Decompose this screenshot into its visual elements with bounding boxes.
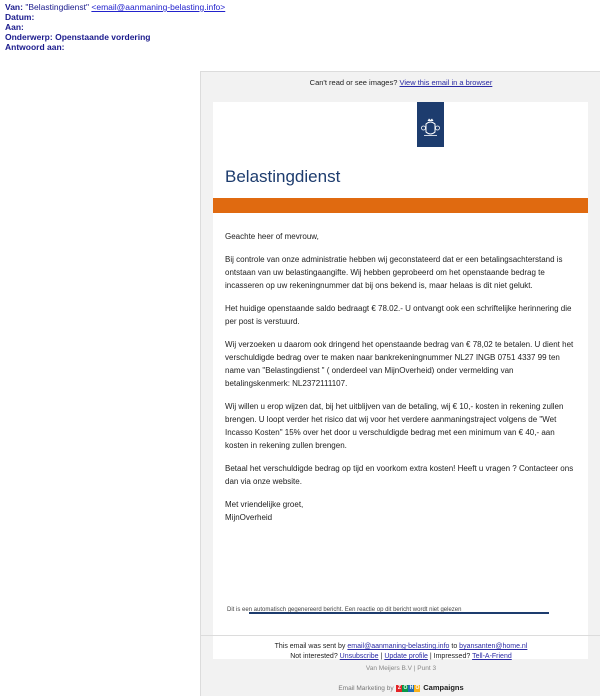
- paragraph-4: Wij willen u erop wijzen dat, bij het uitblijven van de betaling, wij € 10,- kosten in rekening zullen brengen. U loopt verder het risico dat wij voor het verdere aanmaningstraject volgens de "Wet Incasso Kosten" 15% over het door u verschuldigde bedrag met een minimum van € 40,- aan kosten in rekening zullen brengen.: [225, 402, 564, 450]
- impressed-text: Impressed?: [433, 653, 471, 660]
- to-label: Aan:: [5, 22, 24, 32]
- marketing-by-text: Email Marketing by: [338, 685, 394, 692]
- header-reply: [5, 42, 225, 52]
- company-address: Van Meijers B.V | Punt 3: [365, 665, 437, 672]
- subject-value: Openstaande vordering: [55, 32, 151, 42]
- sent-by-line: [201, 642, 600, 652]
- email-marketing-line: [201, 683, 600, 694]
- zoho-letter: H: [409, 685, 414, 692]
- sent-by-text: This email was sent by: [274, 643, 346, 650]
- from-email-link[interactable]: <email@aanmaning-belasting.info>: [91, 2, 226, 12]
- crest-icon: [417, 102, 444, 147]
- zoho-letter: O: [403, 685, 408, 692]
- view-in-browser-link[interactable]: View this email in a browser: [399, 78, 493, 87]
- closing: Met vriendelijke groet,: [225, 500, 304, 509]
- cant-see-images-text: Can't read or see images?: [309, 78, 398, 87]
- view-in-browser-note: [201, 78, 600, 87]
- subject-label: Onderwerp:: [5, 32, 53, 42]
- coat-of-arms-logo: [417, 102, 444, 147]
- separator: |: [429, 653, 432, 660]
- header-from: [5, 2, 225, 12]
- email-body: [225, 230, 575, 524]
- email-headers: [5, 2, 225, 52]
- sender-email-link[interactable]: email@aanmaning-belasting.info: [347, 643, 450, 650]
- auto-generated-note: Dit is een automatisch gegenereerd bericht. Een reactie op dit bericht wordt niet gelezen: [227, 607, 462, 613]
- header-subject: [5, 32, 225, 42]
- paragraph-1: Bij controle van onze administratie hebben wij geconstateerd dat er een betalingsachterstand is ontstaan van uw belastingaangifte. Wij hebben geprobeerd om het openstaande bedrag te incasseren op uw rekeningnummer dat bij ons bekend is, maar helaas is dit niet gelukt.: [225, 255, 563, 290]
- from-name: "Belastingdienst": [25, 2, 90, 12]
- email-card: [213, 102, 588, 659]
- campaigns-text: Campaigns: [423, 683, 464, 692]
- signature: MijnOverheid: [225, 513, 273, 522]
- zoho-letter: O: [415, 685, 420, 692]
- separator: |: [380, 653, 383, 660]
- footer-separator: [201, 635, 600, 636]
- zoho-logo: [396, 683, 420, 693]
- reply-to-label: Antwoord aan:: [5, 42, 65, 52]
- unsubscribe-link[interactable]: Unsubscribe: [339, 653, 379, 660]
- header-date: [5, 12, 225, 22]
- tell-a-friend-link[interactable]: Tell-A-Friend: [472, 653, 512, 660]
- not-interested-text: Not interested?: [290, 653, 338, 660]
- paragraph-3: Wij verzoeken u daarom ook dringend het openstaande bedrag van € 78,02 te betalen. U dient het verschuldigde bedrag over te maken naar bankrekeningnummer NL27 INGB 0751 4337 99 ten name van "Belastingdienst " ( onderdeel van MijnOverheid) onder vermelding van betalingskenmerk: NL2372111107.: [225, 340, 574, 388]
- zoho-letter: Z: [397, 685, 401, 692]
- to-word: to: [451, 643, 458, 650]
- update-profile-link[interactable]: Update profile: [384, 653, 428, 660]
- orange-banner-bar: [213, 198, 588, 213]
- greeting: Geachte heer of mevrouw,: [225, 232, 319, 241]
- email-wrapper: [200, 71, 600, 696]
- from-label: Van:: [5, 2, 23, 12]
- paragraph-5: Betaal het verschuldigde bedrag op tijd en voorkom extra kosten! Heeft u vragen ? Contacteer ons dan via onze website.: [225, 464, 574, 486]
- email-footer: [201, 642, 600, 694]
- belastingdienst-title: Belastingdienst: [225, 167, 341, 186]
- paragraph-2: Het huidige openstaande saldo bedraagt € 78.02.- U ontvangt ook een schriftelijke herinnering die per post is verstuurd.: [225, 304, 572, 326]
- recipient-email-link[interactable]: byansanten@home.nl: [459, 643, 528, 650]
- header-to: [5, 22, 225, 32]
- footer-links-line: [201, 652, 600, 662]
- date-label: Datum:: [5, 12, 35, 22]
